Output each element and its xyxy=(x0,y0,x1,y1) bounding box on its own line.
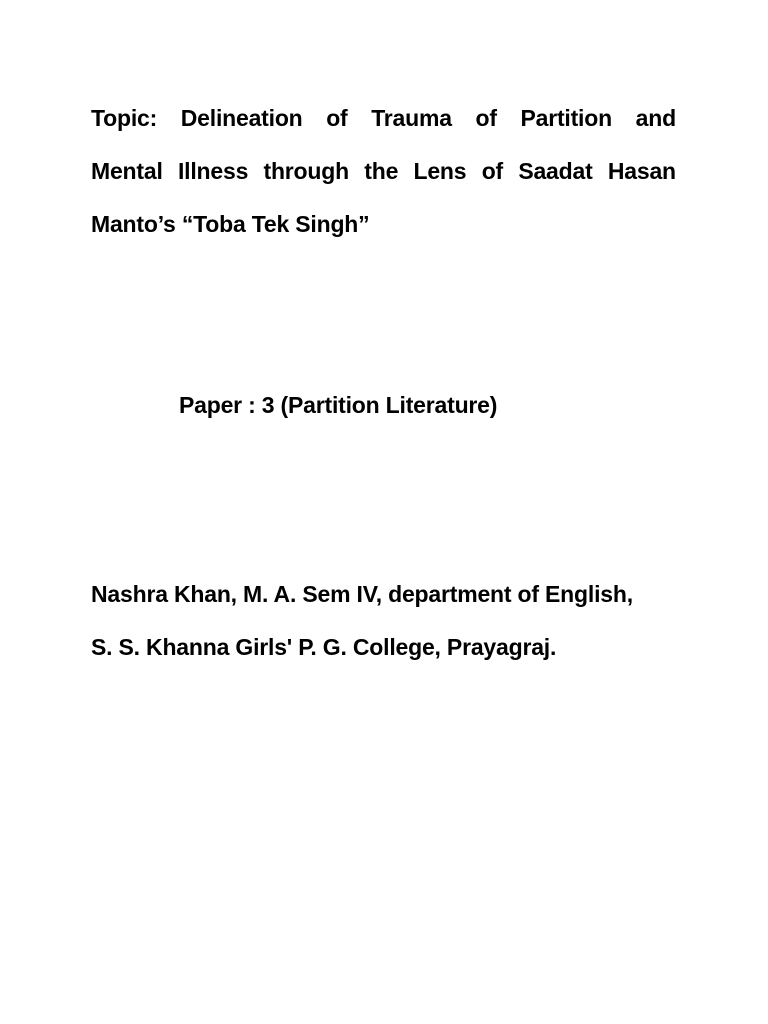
topic-word: Lens xyxy=(413,158,467,184)
topic-word: of xyxy=(326,105,348,131)
topic-word: of xyxy=(475,105,497,131)
paper-label: Paper : 3 (Partition Literature) xyxy=(179,392,498,418)
author-line-2: S. S. Khanna Girls' P. G. College, Prayagraj. xyxy=(91,634,557,660)
topic-word: Delineation xyxy=(180,105,303,131)
topic-line-2 xyxy=(91,145,676,198)
topic-heading xyxy=(91,92,676,251)
topic-word: Mental xyxy=(91,158,163,184)
topic-line-1 xyxy=(91,92,676,145)
topic-word: Trauma xyxy=(371,105,452,131)
author-line-1: Nashra Khan, M. A. Sem IV, department of English, xyxy=(91,581,633,607)
topic-word: Topic: xyxy=(91,105,158,131)
topic-word: Partition xyxy=(520,105,612,131)
topic-word: Hasan xyxy=(607,158,676,184)
author-info xyxy=(91,568,633,674)
topic-word: and xyxy=(635,105,676,131)
topic-word: through xyxy=(263,158,349,184)
topic-word: the xyxy=(364,158,399,184)
topic-word: of xyxy=(481,158,503,184)
topic-word: Saadat xyxy=(518,158,593,184)
topic-word: Illness xyxy=(177,158,249,184)
topic-line-3: Manto’s “Toba Tek Singh” xyxy=(91,211,370,237)
